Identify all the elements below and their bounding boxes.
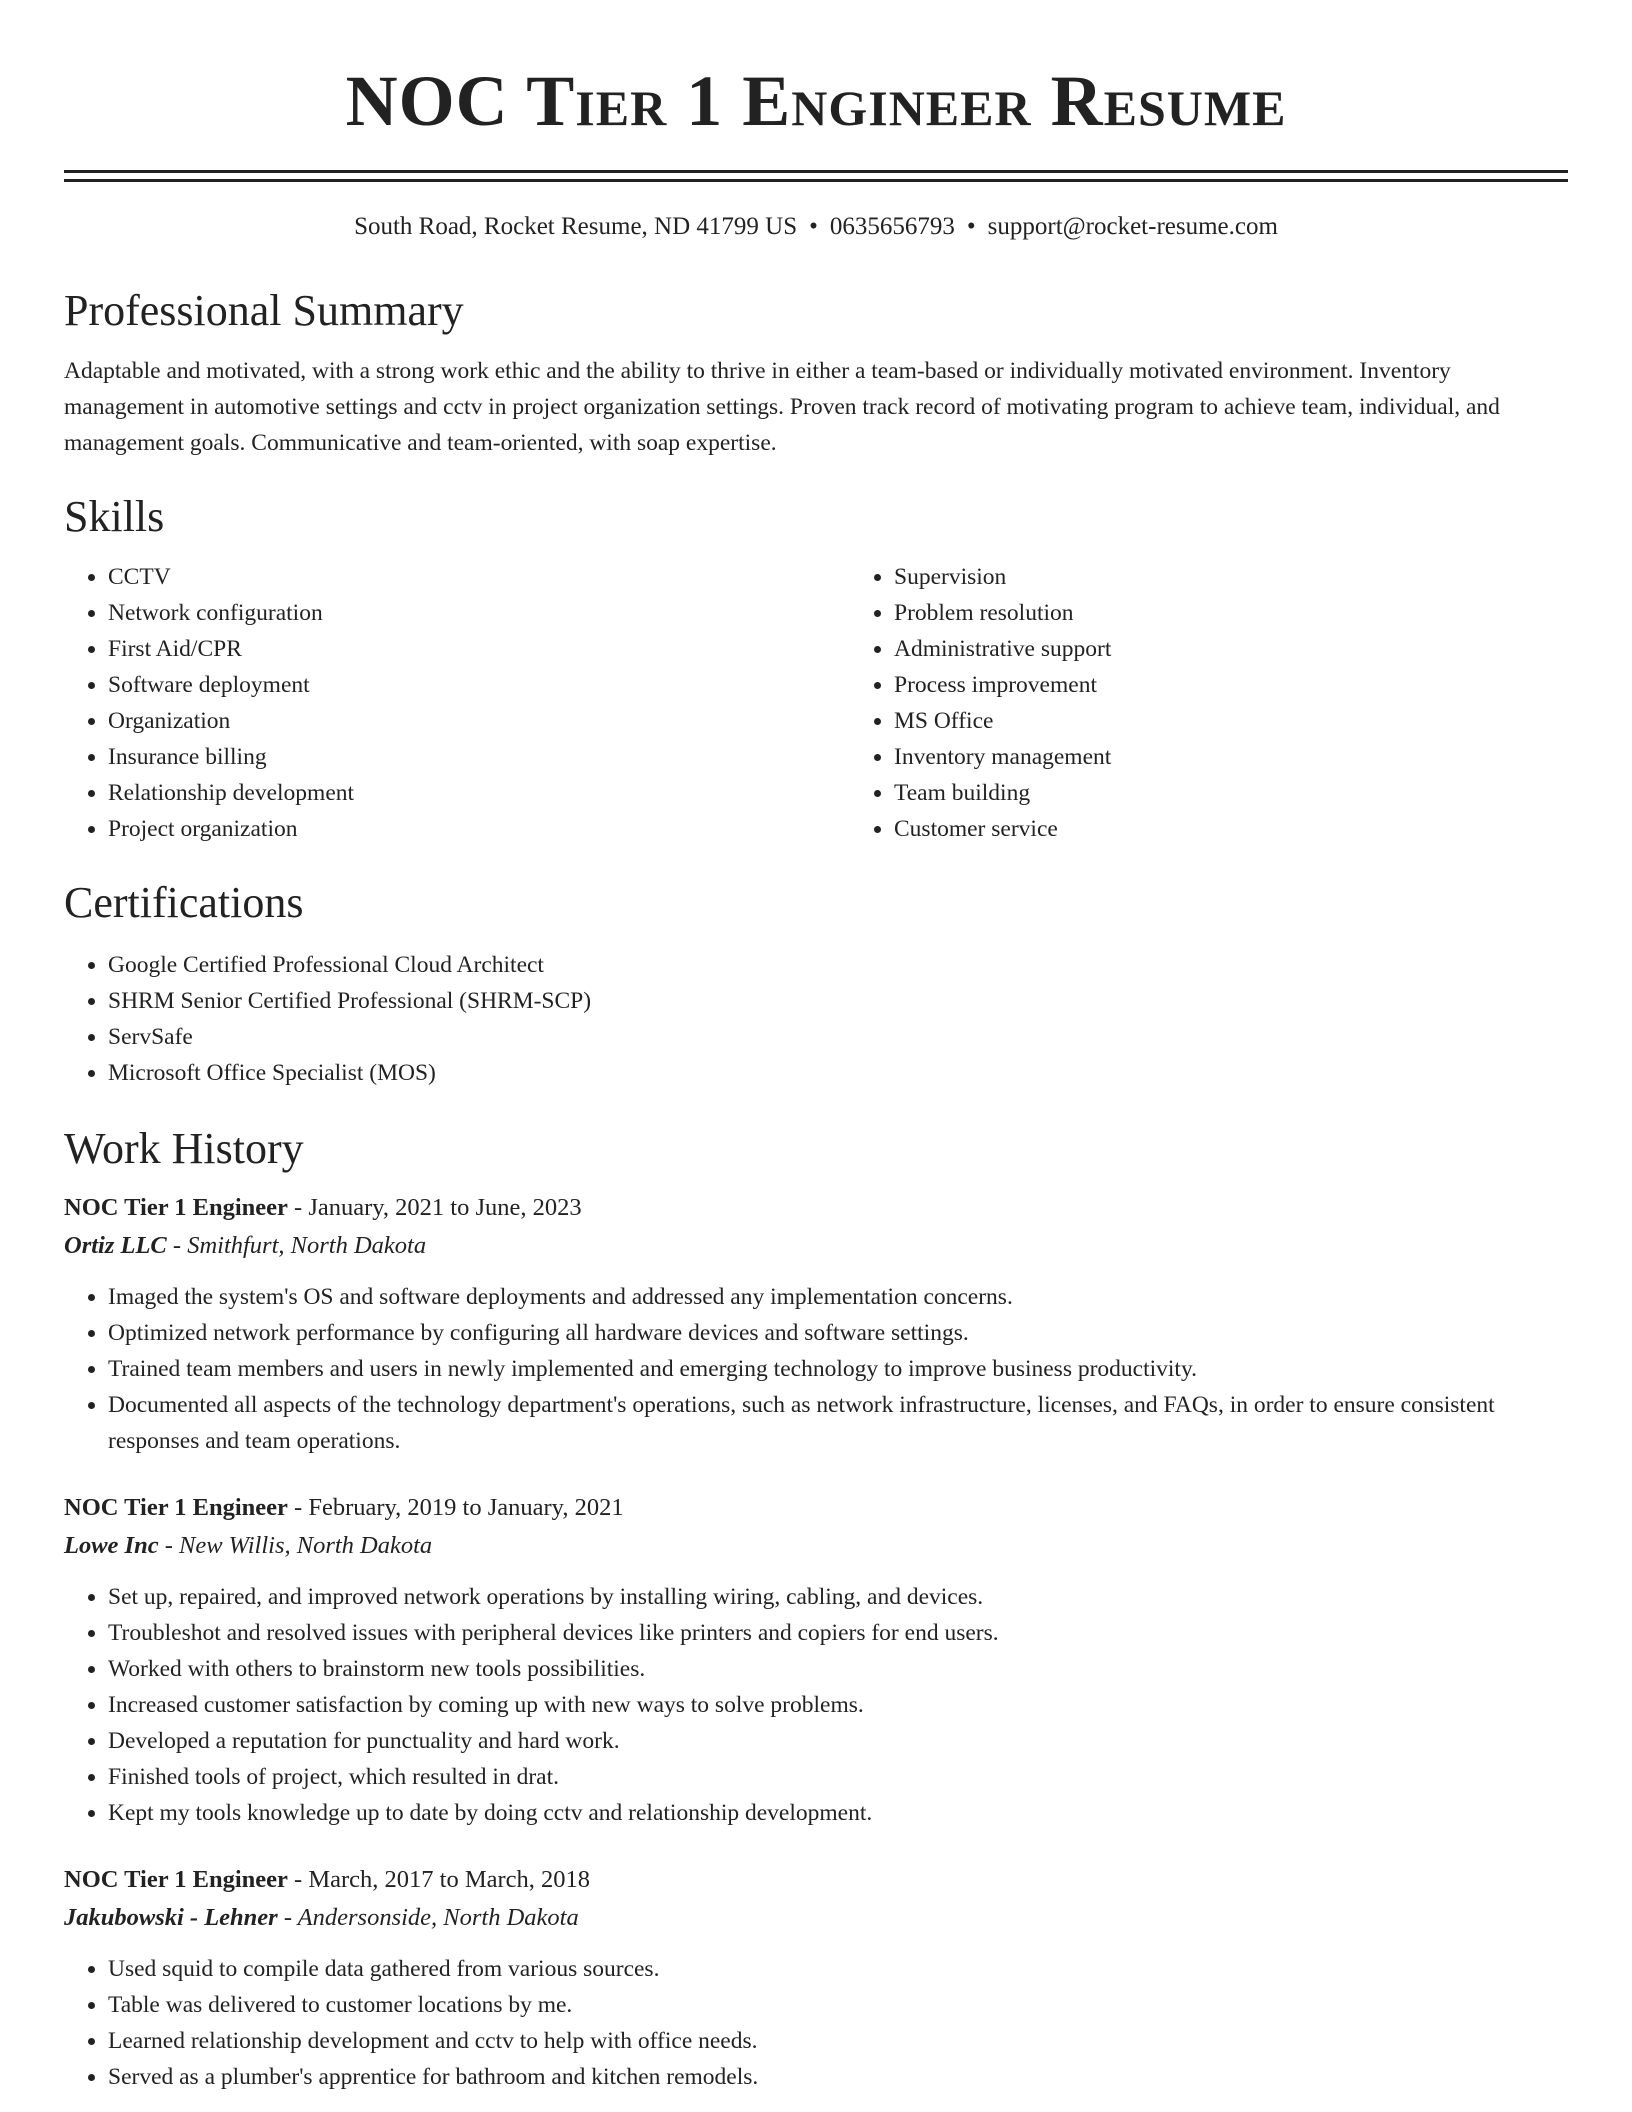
job-location: - New Willis, North Dakota	[158, 1532, 433, 1559]
contact-line	[64, 210, 1568, 244]
skill-item: • MS Office	[894, 703, 1632, 739]
job-bullet: • Used squid to compile data gathered from various sources.	[108, 1951, 1568, 1987]
skill-item: • Network configuration	[108, 595, 850, 631]
job-location: - Andersonside, North Dakota	[277, 1904, 579, 1931]
skills-heading: Skills	[64, 492, 165, 541]
certification-item: • Microsoft Office Specialist (MOS)	[108, 1055, 1568, 1091]
skill-item: • Problem resolution	[894, 595, 1632, 631]
certifications-heading: Certifications	[64, 878, 304, 927]
skill-item: • Inventory management	[894, 739, 1632, 775]
skill-item: • Team building	[894, 775, 1632, 811]
job-bullet: • Trained team members and users in newly implemented and emerging technology to improve business productivity.	[108, 1351, 1568, 1387]
certifications-list	[64, 947, 1568, 1091]
certification-item: • Google Certified Professional Cloud Architect	[108, 947, 1568, 983]
job-company: Lowe Inc	[64, 1532, 159, 1559]
job-bullet: • Finished tools of project, which resulted in drat.	[108, 1759, 1568, 1795]
job-bullet: • Worked with others to brainstorm new tools possibilities.	[108, 1651, 1568, 1687]
skill-item: • Insurance billing	[108, 739, 850, 775]
job-bullet: • Imaged the system's OS and software deployments and addressed any implementation concerns.	[108, 1279, 1568, 1315]
skill-item: • Software deployment	[108, 667, 850, 703]
skill-item: • First Aid/CPR	[108, 631, 850, 667]
job-company: Jakubowski - Lehner	[64, 1904, 278, 1931]
skills-grid	[64, 559, 1568, 847]
skill-item: • Relationship development	[108, 775, 850, 811]
job-title-line	[64, 1861, 1568, 1899]
skill-item: • Customer service	[894, 811, 1632, 847]
job-title-line	[64, 1189, 1568, 1227]
certification-item: • SHRM Senior Certified Professional (SHRM-SCP)	[108, 983, 1568, 1019]
job-bullet: • Troubleshot and resolved issues with peripheral devices like printers and copiers for end users.	[108, 1615, 1568, 1651]
job-bullet: • Served as a plumber's apprentice for bathroom and kitchen remodels.	[108, 2059, 1568, 2095]
job-bullet: • Learned relationship development and cctv to help with office needs.	[108, 2023, 1568, 2059]
job-title-line	[64, 1489, 1568, 1527]
certification-item: • ServSafe	[108, 1019, 1568, 1055]
job-bullet: • Increased customer satisfaction by coming up with new ways to solve problems.	[108, 1687, 1568, 1723]
contact-address: South Road, Rocket Resume, ND 41799 US	[354, 213, 798, 240]
summary-heading: Professional Summary	[64, 286, 464, 335]
job-bullets	[64, 1579, 1568, 1831]
skills-list-right	[850, 559, 1632, 847]
job-dates: - February, 2019 to January, 2021	[287, 1494, 624, 1521]
job-entry	[64, 1189, 1568, 1459]
job-dates: - January, 2021 to June, 2023	[287, 1194, 582, 1221]
contact-separator: •	[809, 213, 818, 240]
job-bullet: • Kept my tools knowledge up to date by doing cctv and relationship development.	[108, 1795, 1568, 1831]
job-bullet: • Set up, repaired, and improved network operations by installing wiring, cabling, and devices.	[108, 1579, 1568, 1615]
work-history-heading: Work History	[64, 1124, 304, 1173]
job-bullets	[64, 1279, 1568, 1459]
skill-item: • Organization	[108, 703, 850, 739]
job-entry	[64, 1861, 1568, 2095]
job-location: - Smithfurt, North Dakota	[166, 1232, 427, 1259]
skills-list-left	[64, 559, 850, 847]
job-entry	[64, 1489, 1568, 1831]
job-bullet: • Table was delivered to customer locations by me.	[108, 1987, 1568, 2023]
skill-item: • Project organization	[108, 811, 850, 847]
job-bullet: • Documented all aspects of the technology department's operations, such as network infrastructure, licenses, and FAQs, in order to ensure consistent responses and team operations.	[108, 1387, 1568, 1459]
job-bullets	[64, 1951, 1568, 2095]
job-title: NOC Tier 1 Engineer	[64, 1866, 288, 1893]
resume-title: NOC Tier 1 Engineer Resume	[345, 61, 1287, 141]
contact-separator: •	[966, 213, 976, 240]
skill-item: • CCTV	[108, 559, 850, 595]
contact-email: support@rocket-resume.com	[987, 213, 1278, 240]
title-divider	[64, 170, 1568, 182]
skill-item: • Supervision	[894, 559, 1632, 595]
contact-phone: 0635656793	[829, 213, 955, 240]
job-company: Ortiz LLC	[64, 1232, 167, 1259]
resume-page	[64, 0, 1568, 2095]
summary-text: Adaptable and motivated, with a strong work ethic and the ability to thrive in either a team-based or individually motivated environment. Inventory management in automotive settings and cctv in project organization settings. Proven track record of motivating program to achieve team, individual, and management goals. Communicative and team-oriented, with soap expertise.	[64, 358, 1500, 456]
job-title: NOC Tier 1 Engineer	[64, 1194, 288, 1221]
job-company-line	[64, 1527, 1568, 1565]
job-bullet: • Developed a reputation for punctuality and hard work.	[108, 1723, 1568, 1759]
skill-item: • Process improvement	[894, 667, 1632, 703]
skill-item: • Administrative support	[894, 631, 1632, 667]
job-bullet: • Optimized network performance by configuring all hardware devices and software settings.	[108, 1315, 1568, 1351]
job-company-line	[64, 1899, 1568, 1937]
job-company-line	[64, 1227, 1568, 1265]
job-dates: - March, 2017 to March, 2018	[287, 1866, 591, 1893]
job-title: NOC Tier 1 Engineer	[64, 1494, 288, 1521]
